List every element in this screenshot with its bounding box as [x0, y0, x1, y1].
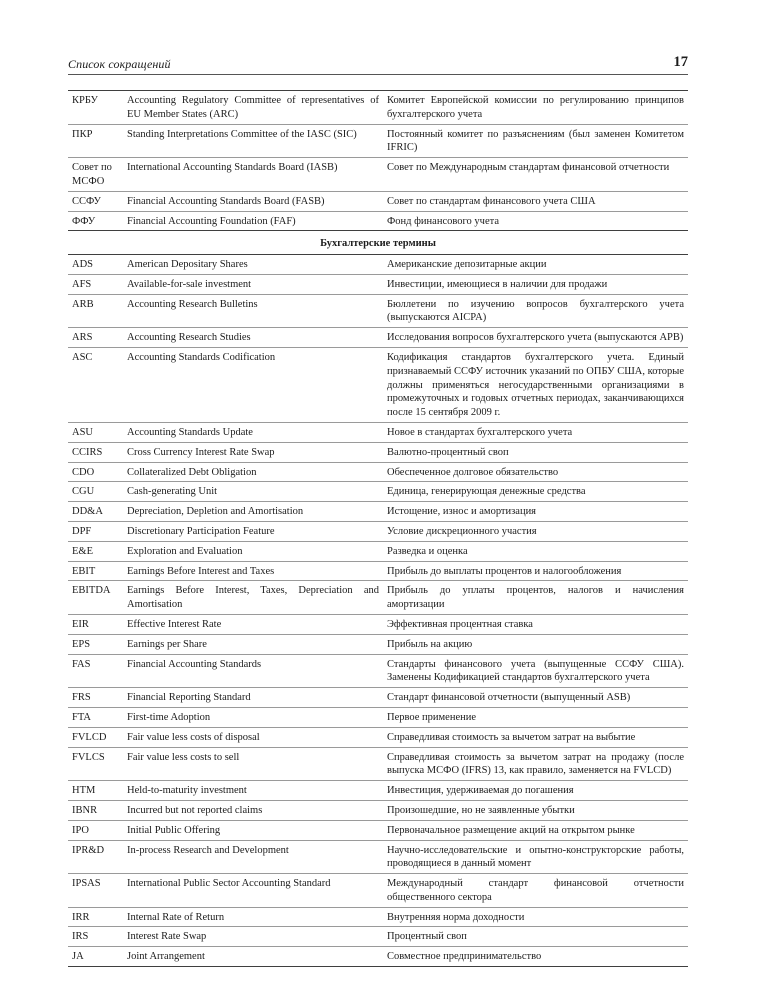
abbreviation-cell: ADS	[72, 259, 94, 270]
russian-term-cell: Совет по стандартам финансового учета США	[387, 195, 596, 207]
table-row	[68, 561, 688, 581]
table-row	[68, 255, 688, 275]
english-term-cell: Collateralized Debt Obligation	[127, 466, 257, 478]
abbreviation-cell: КРБУ	[72, 95, 98, 106]
table-row	[68, 274, 688, 294]
abbreviation-cell: IBNR	[72, 804, 98, 816]
english-term-cell: Effective Interest Rate	[127, 618, 222, 630]
russian-term-cell: Истощение, износ и амортизация	[387, 506, 537, 518]
abbreviation-cell: IRR	[72, 911, 90, 923]
english-term-cell: Cash-generating Unit	[127, 486, 218, 498]
table-row	[68, 482, 688, 502]
table-row	[68, 422, 688, 442]
russian-term-cell: Совет по Международным стандартам финансовой отчетности	[387, 162, 670, 174]
russian-term-cell: Прибыль до уплаты процентов, налогов и начисления амортизации	[387, 585, 684, 611]
english-term-cell: Fair value less costs of disposal	[127, 731, 260, 743]
russian-term-cell: Американские депозитарные акции	[387, 259, 547, 270]
table-row	[68, 727, 688, 747]
russian-term-cell: Произошедшие, но не заявленные убытки	[387, 804, 575, 816]
english-term-cell: Discretionary Participation Feature	[127, 525, 275, 537]
abbreviation-cell: ARB	[72, 298, 94, 310]
table-row	[68, 840, 688, 874]
russian-term-cell: Постоянный комитет по разъяснениям (был заменен Комитетом IFRIC)	[387, 128, 684, 154]
abbreviation-cell: FRS	[72, 692, 91, 704]
english-term-cell: Accounting Research Studies	[127, 332, 251, 344]
table-row	[68, 707, 688, 727]
table-row	[68, 927, 688, 947]
english-term-cell: Exploration and Evaluation	[127, 545, 243, 557]
table-row	[68, 158, 688, 192]
russian-term-cell: Научно-исследовательские и опытно-конструкторские работы, проводящиеся в данный момент	[387, 844, 684, 870]
abbreviation-cell: IRS	[72, 931, 89, 943]
english-term-cell: Accounting Regulatory Committee of representatives of EU Member States (ARC)	[127, 95, 379, 120]
english-term-cell: Accounting Research Bulletins	[127, 298, 258, 310]
abbreviation-cell: CCIRS	[72, 446, 103, 458]
abbreviation-cell: ФФУ	[72, 215, 96, 227]
page-header	[68, 54, 688, 74]
russian-term-cell: Внутренняя норма доходности	[387, 911, 525, 923]
abbreviation-cell: FTA	[72, 711, 91, 723]
russian-term-cell: Условие дискреционного участия	[387, 525, 537, 537]
russian-term-cell: Обеспеченное долговое обязательство	[387, 466, 559, 478]
english-term-cell: Held-to-maturity investment	[127, 785, 247, 797]
abbreviation-cell: EIR	[72, 618, 89, 630]
header-rule	[68, 74, 688, 75]
russian-term-cell: Фонд финансового учета	[387, 215, 499, 227]
accounting-terms-table	[68, 254, 688, 967]
abbreviation-cell: ССФУ	[72, 195, 101, 207]
english-term-cell: Financial Accounting Standards Board (FASB)	[127, 195, 325, 207]
table-row	[68, 462, 688, 482]
russian-term-cell: Эффективная процентная ставка	[387, 618, 533, 630]
abbreviation-cell: E&E	[72, 545, 93, 557]
table-row	[68, 688, 688, 708]
section-heading: Бухгалтерские термины	[320, 238, 436, 249]
russian-term-cell: Бюллетени по изучению вопросов бухгалтерского учета (выпускаются AICPA)	[387, 298, 684, 324]
english-term-cell: Incurred but not reported claims	[127, 804, 263, 816]
page-number: 17	[673, 54, 688, 70]
running-header-title: Список сокращений	[68, 57, 171, 71]
english-term-cell: Accounting Standards Update	[127, 426, 253, 438]
table-row	[68, 820, 688, 840]
abbreviation-cell: FAS	[72, 658, 91, 670]
english-term-cell: Interest Rate Swap	[127, 931, 207, 943]
russian-term-cell: Инвестиция, удерживаемая до погашения	[387, 785, 574, 797]
english-term-cell: Earnings Before Interest, Taxes, Depreciation and Amortisation	[127, 585, 379, 611]
english-term-cell: International Accounting Standards Board (IASB)	[127, 162, 338, 174]
russian-term-cell: Международный стандарт финансовой отчетности общественного сектора	[387, 878, 684, 903]
english-term-cell: In-process Research and Development	[127, 844, 289, 856]
table-row	[68, 294, 688, 328]
abbreviation-cell: IPSAS	[72, 878, 101, 890]
english-term-cell: Joint Arrangement	[127, 951, 205, 963]
abbreviation-cell: FVLCD	[72, 731, 107, 743]
abbreviation-cell: ASC	[72, 351, 93, 363]
abbreviation-cell: JA	[72, 951, 84, 963]
english-term-cell: Depreciation, Depletion and Amortisation	[127, 506, 304, 518]
abbreviation-cell: ASU	[72, 426, 94, 438]
table-row	[68, 581, 688, 615]
abbreviation-cell: EPS	[72, 638, 91, 650]
russian-term-cell: Единица, генерирующая денежные средства	[387, 486, 586, 498]
table-row	[68, 781, 688, 801]
table-row	[68, 91, 688, 125]
table-row	[68, 328, 688, 348]
table-row	[68, 747, 688, 781]
russian-term-cell: Инвестиции, имеющиеся в наличии для продажи	[387, 278, 608, 290]
russian-term-cell: Прибыль на акцию	[387, 638, 473, 650]
russian-term-cell: Кодификация стандартов бухгалтерского учета. Единый признаваемый ССФУ источник указаний по ОПБУ США, которые должны применяться негосударственными организациями в промежуточных и годовых отчетных периодах, заканчивающихся после 15 сентября 2009 г.	[387, 351, 684, 419]
russian-term-cell: Первоначальное размещение акций на открытом рынке	[387, 824, 635, 836]
abbreviation-cell: CGU	[72, 486, 95, 498]
english-term-cell: Earnings Before Interest and Taxes	[127, 565, 275, 577]
english-term-cell: First-time Adoption	[127, 711, 211, 723]
abbreviation-cell: ARS	[72, 332, 93, 344]
english-term-cell: Available-for-sale investment	[127, 278, 252, 290]
abbreviation-cell: ПКР	[72, 128, 93, 140]
table-row	[68, 614, 688, 634]
table-row	[68, 541, 688, 561]
table-row	[68, 947, 688, 967]
organizations-table	[68, 90, 688, 231]
russian-term-cell: Разведка и оценка	[387, 545, 468, 557]
english-term-cell: Internal Rate of Return	[127, 911, 225, 923]
russian-term-cell: Первое применение	[387, 711, 477, 723]
table-row	[68, 654, 688, 688]
abbreviation-cell: FVLCS	[72, 751, 105, 763]
table-row	[68, 191, 688, 211]
abbreviation-cell: AFS	[72, 278, 92, 290]
table-row	[68, 907, 688, 927]
russian-term-cell: Комитет Европейской комиссии по регулированию принципов бухгалтерского учета	[387, 95, 684, 120]
abbreviation-cell: HTM	[72, 785, 96, 797]
russian-term-cell: Исследования вопросов бухгалтерского учета (выпускаются APB)	[387, 332, 684, 344]
russian-term-cell: Стандарты финансового учета (выпущенные ССФУ США). Заменены Кодификацией стандартов бухгалтерского учета	[387, 658, 684, 684]
russian-term-cell: Валютно-процентный своп	[387, 446, 509, 458]
english-term-cell: Accounting Standards Codification	[127, 351, 276, 363]
table-row	[68, 347, 688, 422]
english-term-cell: Standing Interpretations Committee of the IASC (SIC)	[127, 128, 357, 140]
english-term-cell: Financial Reporting Standard	[127, 692, 251, 704]
abbreviation-cell: EBITDA	[72, 585, 111, 597]
english-term-cell: Financial Accounting Standards	[127, 658, 262, 670]
russian-term-cell: Новое в стандартах бухгалтерского учета	[387, 426, 573, 438]
table-row	[68, 124, 688, 158]
english-term-cell: American Depositary Shares	[127, 259, 248, 270]
english-term-cell: Cross Currency Interest Rate Swap	[127, 446, 275, 458]
english-term-cell: Earnings per Share	[127, 638, 207, 650]
table-row	[68, 874, 688, 908]
table-row	[68, 502, 688, 522]
english-term-cell: Financial Accounting Foundation (FAF)	[127, 215, 296, 227]
english-term-cell: Initial Public Offering	[127, 824, 221, 836]
table-row	[68, 211, 688, 231]
english-term-cell: International Public Sector Accounting Standard	[127, 878, 331, 890]
abbreviation-cell: IPR&D	[72, 844, 105, 856]
abbreviation-cell: DPF	[72, 525, 92, 537]
table-row	[68, 634, 688, 654]
abbreviation-cell: IPO	[72, 824, 89, 836]
english-term-cell: Fair value less costs to sell	[127, 751, 240, 763]
russian-term-cell: Прибыль до выплаты процентов и налогообложения	[387, 565, 622, 577]
table-row	[68, 521, 688, 541]
russian-term-cell: Стандарт финансовой отчетности (выпущенный ASB)	[387, 692, 631, 704]
abbreviation-cell: DD&A	[72, 506, 103, 518]
abbreviation-cell: EBIT	[72, 565, 96, 577]
russian-term-cell: Справедливая стоимость за вычетом затрат на выбытие	[387, 731, 636, 743]
abbreviation-cell: CDO	[72, 466, 95, 478]
russian-term-cell: Процентный своп	[387, 931, 467, 943]
table-row	[68, 442, 688, 462]
russian-term-cell: Справедливая стоимость за вычетом затрат на продажу (после выпуска МСФО (IFRS) 13, как правило, заменяется на FVLCD)	[387, 751, 684, 777]
abbreviation-cell: Совет по МСФО	[72, 162, 112, 187]
russian-term-cell: Совместное предпринимательство	[387, 951, 542, 963]
table-row	[68, 800, 688, 820]
